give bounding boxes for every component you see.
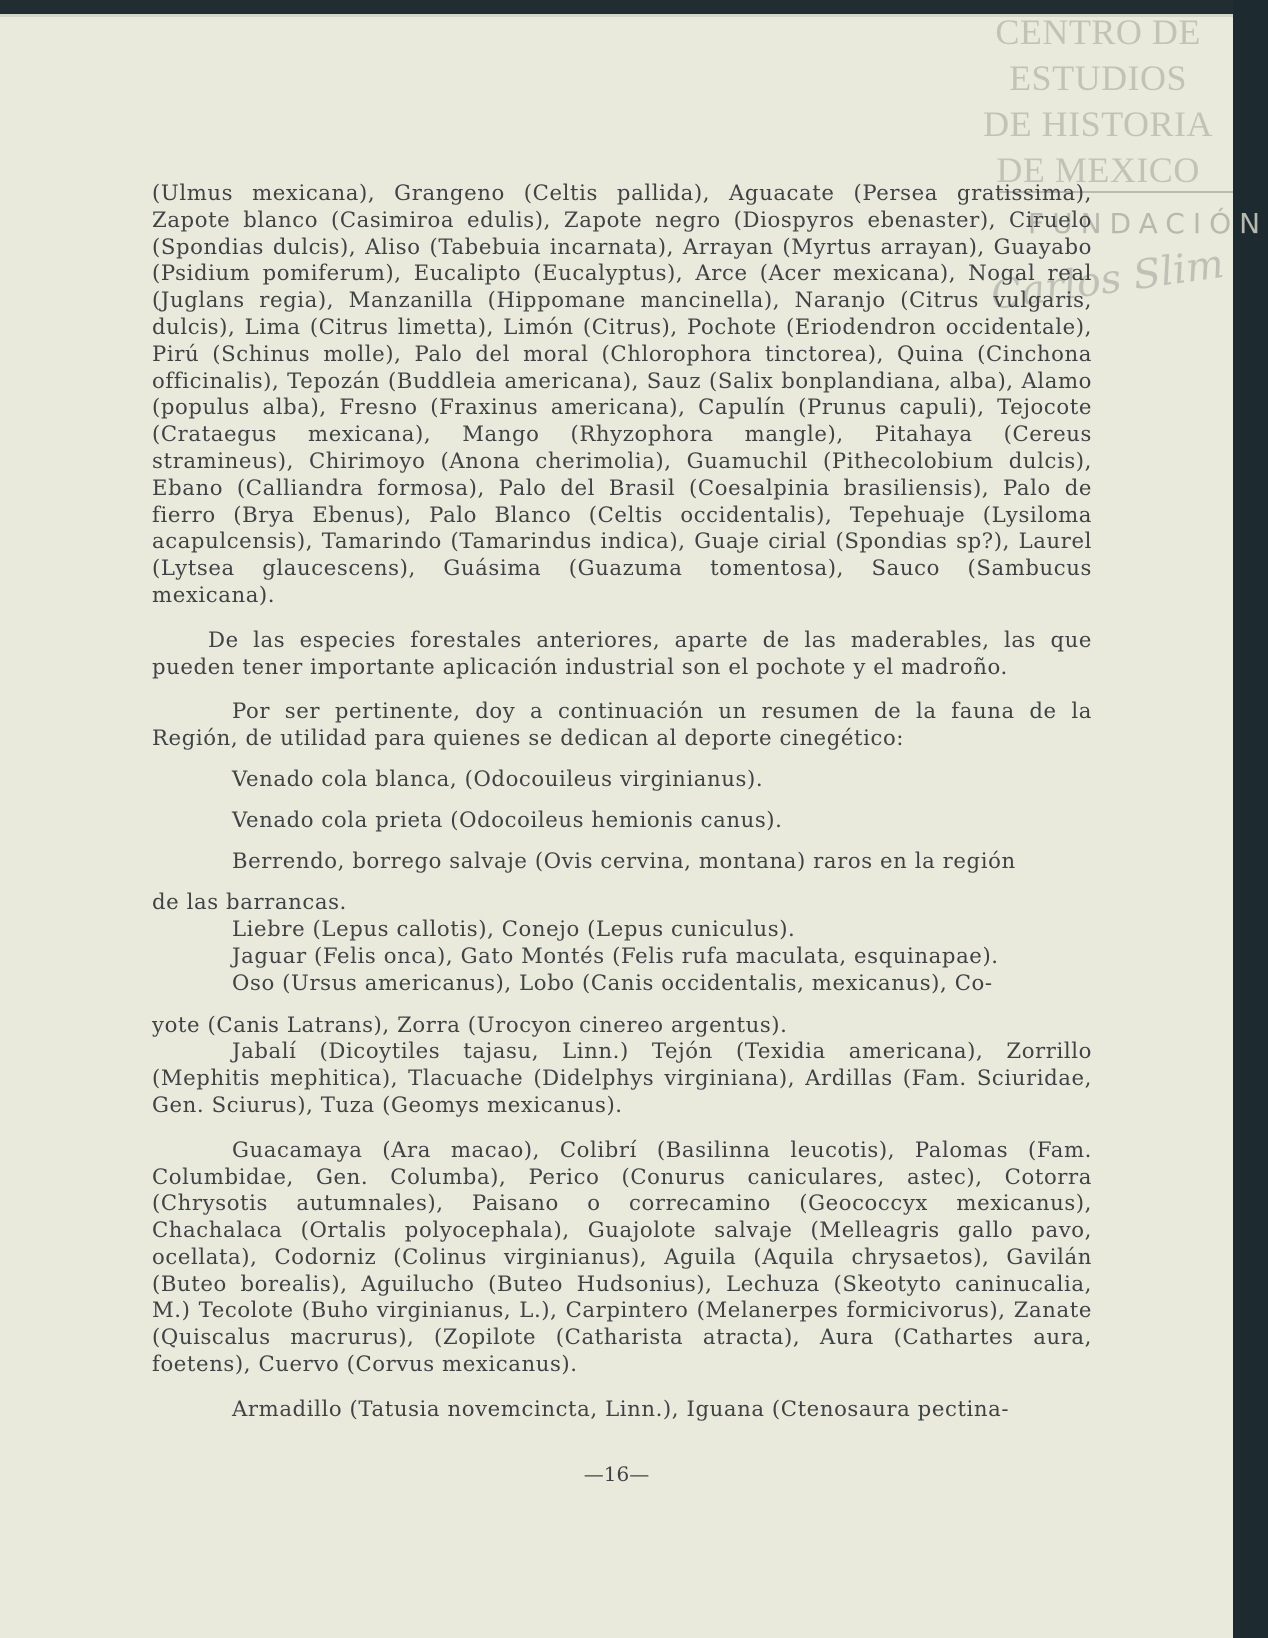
fauna-venado-blanca: Venado cola blanca, (Odocouileus virginianus). (232, 765, 764, 791)
paragraph-fauna-intro: Por ser pertinente, doy a continuación un resumen de la fauna de la Región, de utilidad para quienes se dedican al deporte cinegético: (152, 698, 1092, 751)
page-number: —16— (583, 1462, 650, 1486)
paragraph-forestales: De las especies forestales anteriores, aparte de las maderables, las que pueden tener importante aplicación industrial son el pochote y el madroño. (152, 626, 1092, 679)
page-body (152, 180, 1092, 1423)
paragraph-flora: (Ulmus mexicana), Grangeno (Celtis pallida), Aguacate (Persea gratissima), Zapote blanco (Casimiroa edulis), Zapote negro (Diospyros ebenaster), Ciruelo (Spondias dulcis), Aliso (Tabebuia incarnata), Arrayan (Myrtus arrayan), Guayabo (Psidium pomiferum), Eucalipto (Eucalyptus), Arce (Acer mexicana), Nogal real (Juglans regia), Manzanilla (Hippomane mancinella), Naranjo (Citrus vulgaris, dulcis), Lima (Citrus limetta), Limón (Citrus), Pochote (Eriodendron occidentale), Pirú (Schinus molle), Palo del moral (Chlorophora tinctorea), Quina (Cinchona officinalis), Tepozán (Buddleia americana), Sauz (Salix bonplandiana, alba), Alamo (populus alba), Fresno (Fraxinus americana), Capulín (Prunus capuli), Tejocote (Crataegus mexicana), Mango (Rhyzophora mangle), Pitahaya (Cereus stramineus), Chirimoyo (Anona cherimolia), Guamuchil (Pithecolobium dulcis), Ebano (Calliandra formosa), Palo del Brasil (Coesalpinia brasiliensis), Palo de fierro (Brya Ebenus), Palo Blanco (Celtis occidentalis), Tepehuaje (Lysiloma acapulcensis), Tamarindo (Tamarindus indica), Guaje cirial (Spondias sp?), Laurel (Lytsea glaucescens), Guásima (Guazuma tomentosa), Sauco (Sambucus mexicana). (152, 180, 1092, 607)
fauna-jaguar: Jaguar (Felis onca), Gato Montés (Felis rufa maculata, esquinapae). (232, 942, 999, 968)
watermark-line: ESTUDIOS (1009, 58, 1188, 98)
fauna-venado-prieta: Venado cola prieta (Odocoileus hemionis canus). (232, 806, 783, 832)
watermark-signature: Carlos Slim (987, 240, 1227, 320)
fauna-berrendo-cont: de las barrancas. (152, 889, 347, 915)
watermark-line: CENTRO DE (995, 12, 1201, 52)
fauna-oso: Oso (Ursus americanus), Lobo (Canis occidentalis, mexicanus), Co- (232, 969, 993, 995)
paragraph-armadillo: Armadillo (Tatusia novemcincta, Linn.), Iguana (Ctenosaura pectina- (232, 1395, 1010, 1421)
watermark-line: DE MEXICO (996, 150, 1200, 190)
fauna-oso-cont: yote (Canis Latrans), Zorra (Urocyon cinereo argentus). (152, 1011, 788, 1037)
paragraph-jabali: Jabalí (Dicoytiles tajasu, Linn.) Tejón (Texidia americana), Zorrillo (Mephitis mephitica), Tlacuache (Didelphys virginiana), Ardillas (Fam. Sciuridae, Gen. Sciurus), Tuza (Geomys mexicanus). (152, 1038, 1092, 1117)
fauna-liebre: Liebre (Lepus callotis), Conejo (Lepus cuniculus). (232, 916, 796, 942)
document-page (0, 12, 1268, 1638)
watermark-line: DE HISTORIA (983, 104, 1213, 144)
archive-watermark (983, 9, 1213, 193)
watermark-foundation: FUNDACIÓN (1028, 207, 1268, 240)
paragraph-aves: Guacamaya (Ara macao), Colibrí (Basilinna leucotis), Palomas (Fam. Columbidae, Gen. Columba), Perico (Conurus caniculares, astec), Cotorra (Chrysotis autumnales), Paisano o correcamino (Geococcyx mexicanus), Chachalaca (Ortalis polyocephala), Guajolote salvaje (Melleagris gallo pavo, ocellata), Codorniz (Colinus virginianus), Aguila (Aquila chrysaetos), Gavilán (Buteo borealis), Aguilucho (Buteo Hudsonius), Lechuza (Skeotyto caninucalia, M.) Tecolote (Buho virginianus, L.), Carpintero (Melanerpes formicivorus), Zanate (Quiscalus macrurus), (Zopilote (Catharista atracta), Aura (Cathartes aura, foetens), Cuervo (Corvus mexicanus). (152, 1136, 1092, 1377)
fauna-berrendo: Berrendo, borrego salvaje (Ovis cervina, montana) raros en la región (232, 847, 1016, 873)
